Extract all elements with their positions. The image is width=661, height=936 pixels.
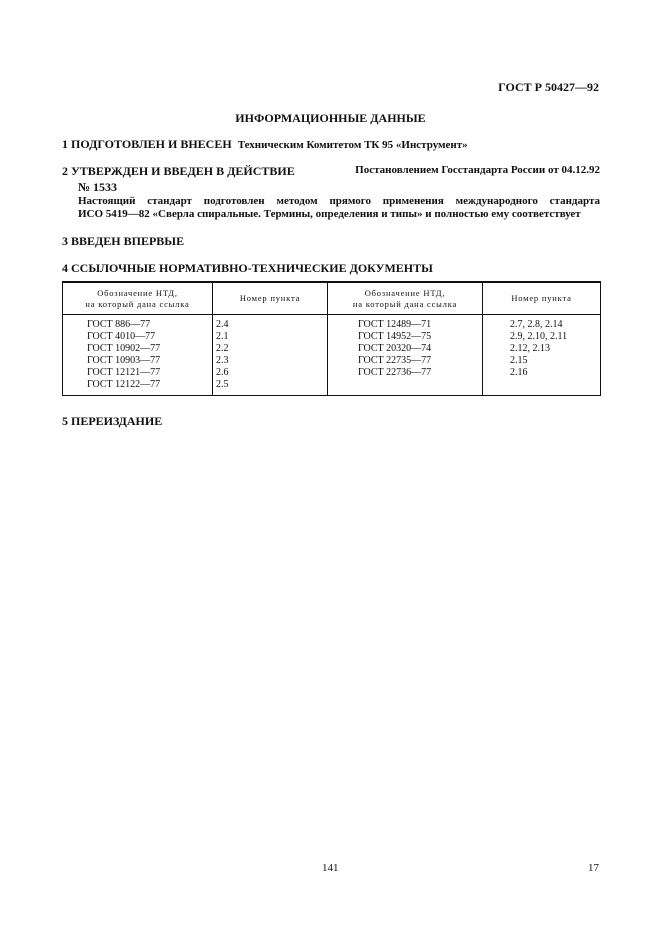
list-item: 2.1 [216, 331, 229, 342]
list-item: 2.9, 2.10, 2.11 [510, 331, 568, 342]
list-item: ГОСТ 22735—77 [358, 355, 432, 366]
section-2-number: № 1533 [78, 180, 118, 194]
section-3-heading: 3 ВВЕДЕН ВПЕРВЫЕ [62, 234, 185, 248]
list-item: ГОСТ 10903—77 [87, 355, 161, 366]
section-2-text: Постановлением Госстандарта России от 04.12.92 [355, 164, 600, 176]
left-points-cell [213, 315, 328, 396]
section-1-text: Техническим Комитетом ТК 95 «Инструмент» [237, 139, 468, 151]
list-item: 2.2 [216, 343, 229, 354]
list-item: ГОСТ 14952—75 [358, 331, 432, 342]
header-doc-right [328, 282, 483, 315]
header-doc-right-line2: на который дана ссылка [352, 298, 458, 309]
list-item: 2.12, 2.13 [510, 343, 550, 354]
references-table [62, 281, 601, 396]
header-doc-left-line1: Обозначение НТД, [97, 287, 178, 298]
list-item: ГОСТ 4010—77 [87, 331, 156, 342]
list-item: ГОСТ 22736—77 [358, 367, 432, 378]
header-doc-left [63, 282, 213, 315]
header-doc-right-line1: Обозначение НТД, [364, 287, 446, 298]
right-points-cell [483, 315, 601, 396]
section-2-paragraph-line-2: ИСО 5419—82 «Сверла спиральные. Термины, определения и типы» и полностью ему соответствует [78, 208, 581, 220]
section-2-paragraph-line-1: Настоящий стандарт подготовлен методом прямого применения международного стандарта [78, 195, 600, 207]
page-title: ИНФОРМАЦИОННЫЕ ДАННЫЕ [235, 111, 426, 125]
header-point-left: Номер пункта [213, 282, 328, 315]
list-item: ГОСТ 12489—71 [358, 319, 432, 330]
page-number: 141 [322, 862, 339, 874]
list-item: 2.3 [216, 355, 229, 366]
right-docs-cell [328, 315, 483, 396]
section-4-heading: 4 ССЫЛОЧНЫЕ НОРМАТИВНО-ТЕХНИЧЕСКИЕ ДОКУМЕНТЫ [62, 261, 433, 275]
list-item: ГОСТ 886—77 [87, 319, 151, 330]
list-item: ГОСТ 20320—74 [358, 343, 432, 354]
header-point-right: Номер пункта [483, 282, 601, 315]
section-2-heading: 2 УТВЕРЖДЕН И ВВЕДЕН В ДЕЙСТВИЕ [62, 164, 295, 178]
standard-code: ГОСТ Р 50427—92 [498, 80, 599, 94]
list-item: ГОСТ 12122—77 [87, 379, 161, 390]
list-item: 2.4 [216, 319, 229, 330]
list-item: ГОСТ 12121—77 [87, 367, 161, 378]
sheet-number: 17 [588, 862, 599, 874]
left-docs-cell [63, 315, 213, 396]
section-1-heading: 1 ПОДГОТОВЛЕН И ВНЕСЕН [62, 137, 232, 151]
section-1 [62, 137, 468, 152]
section-5-heading: 5 ПЕРЕИЗДАНИЕ [62, 414, 163, 428]
list-item: 2.15 [510, 355, 528, 366]
section-2 [62, 164, 600, 179]
list-item: 2.5 [216, 379, 229, 390]
list-item: ГОСТ 10902—77 [87, 343, 161, 354]
list-item: 2.7, 2.8, 2.14 [510, 319, 563, 330]
table-header-row [63, 282, 601, 315]
header-doc-left-line2: на который дана ссылка [85, 298, 190, 309]
list-item: 2.16 [510, 367, 528, 378]
list-item: 2.6 [216, 367, 229, 378]
table-body-row [63, 315, 601, 396]
